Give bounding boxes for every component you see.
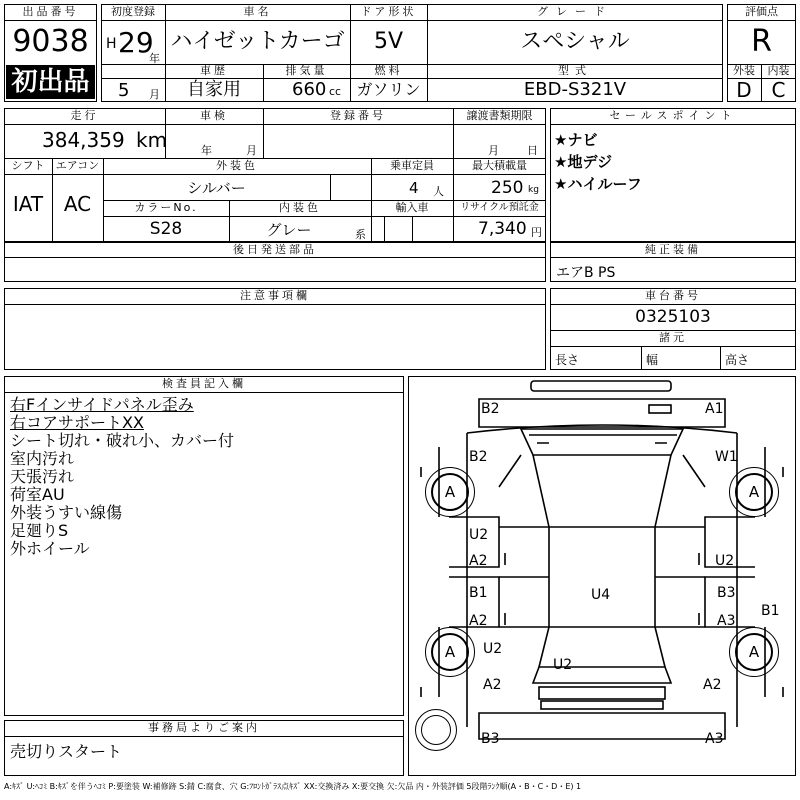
ac: AC bbox=[63, 192, 92, 216]
mileage: 384,359 bbox=[42, 128, 125, 152]
lot-number-label: 出品番号 bbox=[22, 5, 79, 18]
color-no: S28 bbox=[149, 219, 183, 239]
office-label: 事務局よりご案内 bbox=[148, 721, 260, 734]
inspector-note: 荷室AU bbox=[10, 485, 65, 504]
inspector-note: シート切れ・破れ小、カバー付 bbox=[10, 431, 235, 450]
interior-label: 内装 bbox=[767, 64, 790, 77]
damage-mark: U2 bbox=[483, 641, 503, 657]
damage-diagram bbox=[408, 376, 796, 776]
year-unit: 年 bbox=[149, 52, 160, 65]
damage-mark: B3 bbox=[481, 731, 500, 747]
inspection-year-unit: 年 bbox=[201, 144, 212, 157]
model-code: EBD-S321V bbox=[523, 79, 627, 100]
recycle-unit: 円 bbox=[531, 226, 542, 239]
inspector-note: 室内汚れ bbox=[10, 449, 75, 468]
ext-color-label: 外装色 bbox=[216, 159, 258, 172]
shift-label: シフト bbox=[11, 159, 45, 172]
spare-tire-inner bbox=[421, 715, 451, 745]
damage-mark: A3 bbox=[705, 731, 724, 747]
wheel-front-left-mark: A bbox=[431, 473, 469, 511]
car-name-label: 車名 bbox=[243, 5, 272, 18]
damage-mark: B2 bbox=[481, 401, 500, 417]
door-type: 5V bbox=[373, 29, 404, 54]
damage-mark: A2 bbox=[703, 677, 722, 693]
registration-label: 登録番号 bbox=[330, 109, 386, 122]
history-label: 車歴 bbox=[200, 64, 228, 77]
first-listing-badge: 初出品 bbox=[6, 65, 95, 99]
score: R bbox=[751, 24, 772, 59]
reg-year: 29 bbox=[118, 26, 154, 59]
import-label: 輸入車 bbox=[395, 201, 429, 214]
height-label: 高さ bbox=[725, 353, 750, 367]
int-color-suffix: 系 bbox=[355, 228, 366, 241]
notes-label: 注意事項欄 bbox=[240, 289, 310, 302]
inspector-label: 検査員記入欄 bbox=[162, 377, 246, 390]
legend: A:ｷｽﾞ U:ﾍｺﾐ B:ｷｽﾞを伴うﾍｺﾐ P:要塗装 W:補修跡 S:錆 C:腐食、穴 G:ﾌﾛﾝﾄｶﾞﾗｽ点ｷｽﾞ XX:交換済み X:要交換 欠:欠品 内・外装評価 5段階ﾗﾝｸ順(A・B・C・D・E) 1 bbox=[4, 782, 582, 791]
inspector-note: 天張汚れ bbox=[10, 467, 75, 486]
grade: スペシャル bbox=[520, 29, 630, 54]
transfer-docs-label: 譲渡書類期限 bbox=[466, 109, 533, 122]
damage-mark: A2 bbox=[469, 553, 488, 569]
transfer-day-unit: 日 bbox=[527, 144, 538, 157]
sales-point-item: ★地デジ bbox=[554, 153, 613, 171]
wheel-rear-left-mark: A bbox=[431, 633, 469, 671]
damage-mark: A2 bbox=[469, 613, 488, 629]
genuine-equipment: エアB PS bbox=[556, 265, 616, 281]
recycle-label: リサイクル預託金 bbox=[460, 202, 539, 213]
era-prefix: H bbox=[106, 36, 117, 52]
sales-point-item: ★ハイルーフ bbox=[554, 175, 642, 193]
grade-label: グレード bbox=[537, 5, 613, 18]
dimensions-label: 諸元 bbox=[659, 331, 687, 344]
capacity-unit: 人 bbox=[433, 185, 444, 198]
damage-mark: U2 bbox=[715, 553, 735, 569]
damage-mark: U4 bbox=[591, 587, 611, 603]
first-reg-label: 初度登録 bbox=[111, 5, 155, 18]
color-no-label: カラーNo. bbox=[134, 201, 198, 214]
chassis-number: 0325103 bbox=[635, 307, 711, 327]
fuel-label: 燃料 bbox=[374, 64, 403, 77]
damage-mark: W1 bbox=[715, 449, 738, 465]
month-unit: 月 bbox=[149, 88, 160, 101]
sales-point-item: ★ナビ bbox=[554, 131, 598, 149]
sales-points-label: セールスポイント bbox=[609, 109, 737, 122]
max-load: 250 bbox=[491, 178, 524, 198]
car-outline bbox=[409, 377, 795, 775]
exterior-score: D bbox=[736, 78, 752, 102]
capacity: 4 bbox=[409, 179, 419, 197]
transfer-month-unit: 月 bbox=[488, 144, 499, 157]
int-color-label: 内装色 bbox=[279, 201, 321, 214]
displacement: 660 bbox=[292, 79, 327, 100]
ac-label: エアコン bbox=[55, 159, 100, 172]
damage-mark: B1 bbox=[761, 603, 780, 619]
displacement-label: 排気量 bbox=[285, 64, 328, 77]
wheel-rear-right-mark: A bbox=[735, 633, 773, 671]
history: 自家用 bbox=[187, 79, 241, 100]
car-name: ハイゼットカーゴ bbox=[170, 29, 345, 54]
wheel-front-right-mark: A bbox=[735, 473, 773, 511]
fuel: ガソリン bbox=[356, 80, 421, 99]
inspection-month-unit: 月 bbox=[246, 144, 257, 157]
recycle-fee: 7,340 bbox=[478, 219, 527, 239]
inspector-note: 外ホイール bbox=[10, 539, 90, 558]
damage-mark: U2 bbox=[469, 527, 489, 543]
shift: IAT bbox=[12, 192, 44, 216]
chassis-label: 車台番号 bbox=[645, 289, 701, 302]
genuine-equipment-label: 純正装備 bbox=[645, 243, 701, 256]
length-label: 長さ bbox=[555, 353, 580, 367]
mileage-unit: km bbox=[136, 128, 168, 152]
max-load-unit: kg bbox=[528, 185, 539, 195]
damage-mark: A1 bbox=[705, 401, 724, 417]
model-label: 型式 bbox=[558, 64, 592, 77]
damage-mark: A2 bbox=[483, 677, 502, 693]
damage-mark: B3 bbox=[717, 585, 736, 601]
damage-mark: B2 bbox=[469, 449, 488, 465]
door-label: ドア形状 bbox=[360, 5, 417, 18]
exterior-label: 外装 bbox=[733, 64, 755, 77]
ext-color: シルバー bbox=[187, 179, 246, 197]
damage-mark: B1 bbox=[469, 585, 488, 601]
inspection-label: 車検 bbox=[200, 109, 228, 122]
office-message: 売切りスタート bbox=[10, 742, 123, 761]
inspector-note: 外装うすい線傷 bbox=[10, 503, 123, 522]
inspector-note: 右コアサポートXX bbox=[10, 413, 144, 432]
reg-month: 5 bbox=[118, 80, 130, 101]
lot-number: 9038 bbox=[12, 24, 89, 59]
mileage-label: 走行 bbox=[70, 109, 99, 122]
damage-mark: A3 bbox=[717, 613, 736, 629]
interior-score: C bbox=[771, 78, 786, 102]
displacement-unit: cc bbox=[329, 85, 342, 98]
capacity-label: 乗車定員 bbox=[390, 159, 434, 172]
int-color: グレー bbox=[266, 221, 312, 239]
max-load-label: 最大積載量 bbox=[472, 159, 527, 172]
width-label: 幅 bbox=[646, 353, 659, 367]
inspector-note: 足廻りS bbox=[10, 521, 69, 540]
later-parts-label: 後日発送部品 bbox=[233, 243, 317, 256]
inspector-note: 右Fインサイドパネル歪み bbox=[10, 395, 194, 414]
damage-mark: U2 bbox=[553, 657, 573, 673]
score-label: 評価点 bbox=[745, 5, 778, 18]
